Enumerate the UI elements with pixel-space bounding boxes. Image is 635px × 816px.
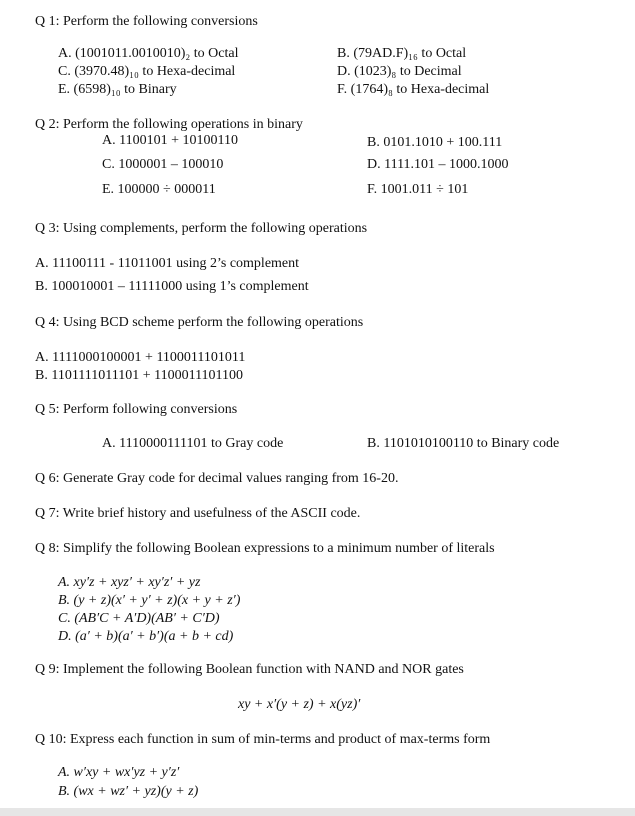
q5-item-b: B. 1101010100110 to Binary code <box>367 436 560 451</box>
q4-item-b: B. 1101111011101 + 1100011101100 <box>35 368 244 383</box>
q2-item-d: D. 1111.101 – 1000.1000 <box>367 157 509 172</box>
q7-title: Q 7: Write brief history and usefulness of the ASCII code. <box>35 506 361 521</box>
q1-item-a: A. (1001011.0010010)₂ to Octal <box>58 46 239 61</box>
q8-item-a: A. xy′z + xyz′ + xy′z′ + yz <box>58 575 201 590</box>
q10-title: Q 10: Express each function in sum of min-terms and product of max-terms form <box>35 732 491 747</box>
q10-item-b: B. (wx + wz′ + yz)(y + z) <box>58 784 199 799</box>
q6-title: Q 6: Generate Gray code for decimal values ranging from 16-20. <box>35 471 399 486</box>
q8-item-d: D. (a′ + b)(a′ + b′)(a + b + cd) <box>58 629 234 644</box>
q1-item-d: D. (1023)₈ to Decimal <box>337 64 462 79</box>
q2-item-b: B. 0101.1010 + 100.111 <box>367 135 503 150</box>
q2-title: Q 2: Perform the following operations in binary <box>35 117 303 132</box>
q9-title: Q 9: Implement the following Boolean function with NAND and NOR gates <box>35 662 464 677</box>
q8-item-b: B. (y + z)(x′ + y′ + z)(x + y + z′) <box>58 593 241 608</box>
q1-item-e: E. (6598)₁₀ to Binary <box>58 82 177 97</box>
q4-item-a: A. 1111000100001 + 1100011101011 <box>35 350 246 365</box>
q2-item-c: C. 1000001 – 100010 <box>102 157 224 172</box>
q2-item-f: F. 1001.011 ÷ 101 <box>367 182 469 197</box>
q5-title: Q 5: Perform following conversions <box>35 402 238 417</box>
q8-item-c: C. (AB′C + A′D)(AB′ + C′D) <box>58 611 220 626</box>
q1-item-f: F. (1764)₈ to Hexa-decimal <box>337 82 490 97</box>
q5-item-a: A. 1110000111101 to Gray code <box>102 436 284 451</box>
q3-item-a: A. 11100111 - 11011001 using 2’s complement <box>35 256 300 271</box>
q8-title: Q 8: Simplify the following Boolean expressions to a minimum number of literals <box>35 541 495 556</box>
q1-item-c: C. (3970.48)₁₀ to Hexa-decimal <box>58 64 236 79</box>
q2-item-a: A. 1100101 + 10100110 <box>102 133 238 148</box>
q2-item-e: E. 100000 ÷ 000011 <box>102 182 216 197</box>
q9-expression: xy + x′(y + z) + x(yz)′ <box>238 697 361 712</box>
q10-item-a: A. w′xy + wx′yz + y′z′ <box>58 765 180 780</box>
q3-item-b: B. 100010001 – 11111000 using 1’s complement <box>35 279 309 294</box>
q4-title: Q 4: Using BCD scheme perform the following operations <box>35 315 364 330</box>
page-bottom-edge <box>0 808 635 816</box>
q1-item-b: B. (79AD.F)₁₆ to Octal <box>337 46 467 61</box>
q1-title: Q 1: Perform the following conversions <box>35 14 258 29</box>
q3-title: Q 3: Using complements, perform the following operations <box>35 221 368 236</box>
